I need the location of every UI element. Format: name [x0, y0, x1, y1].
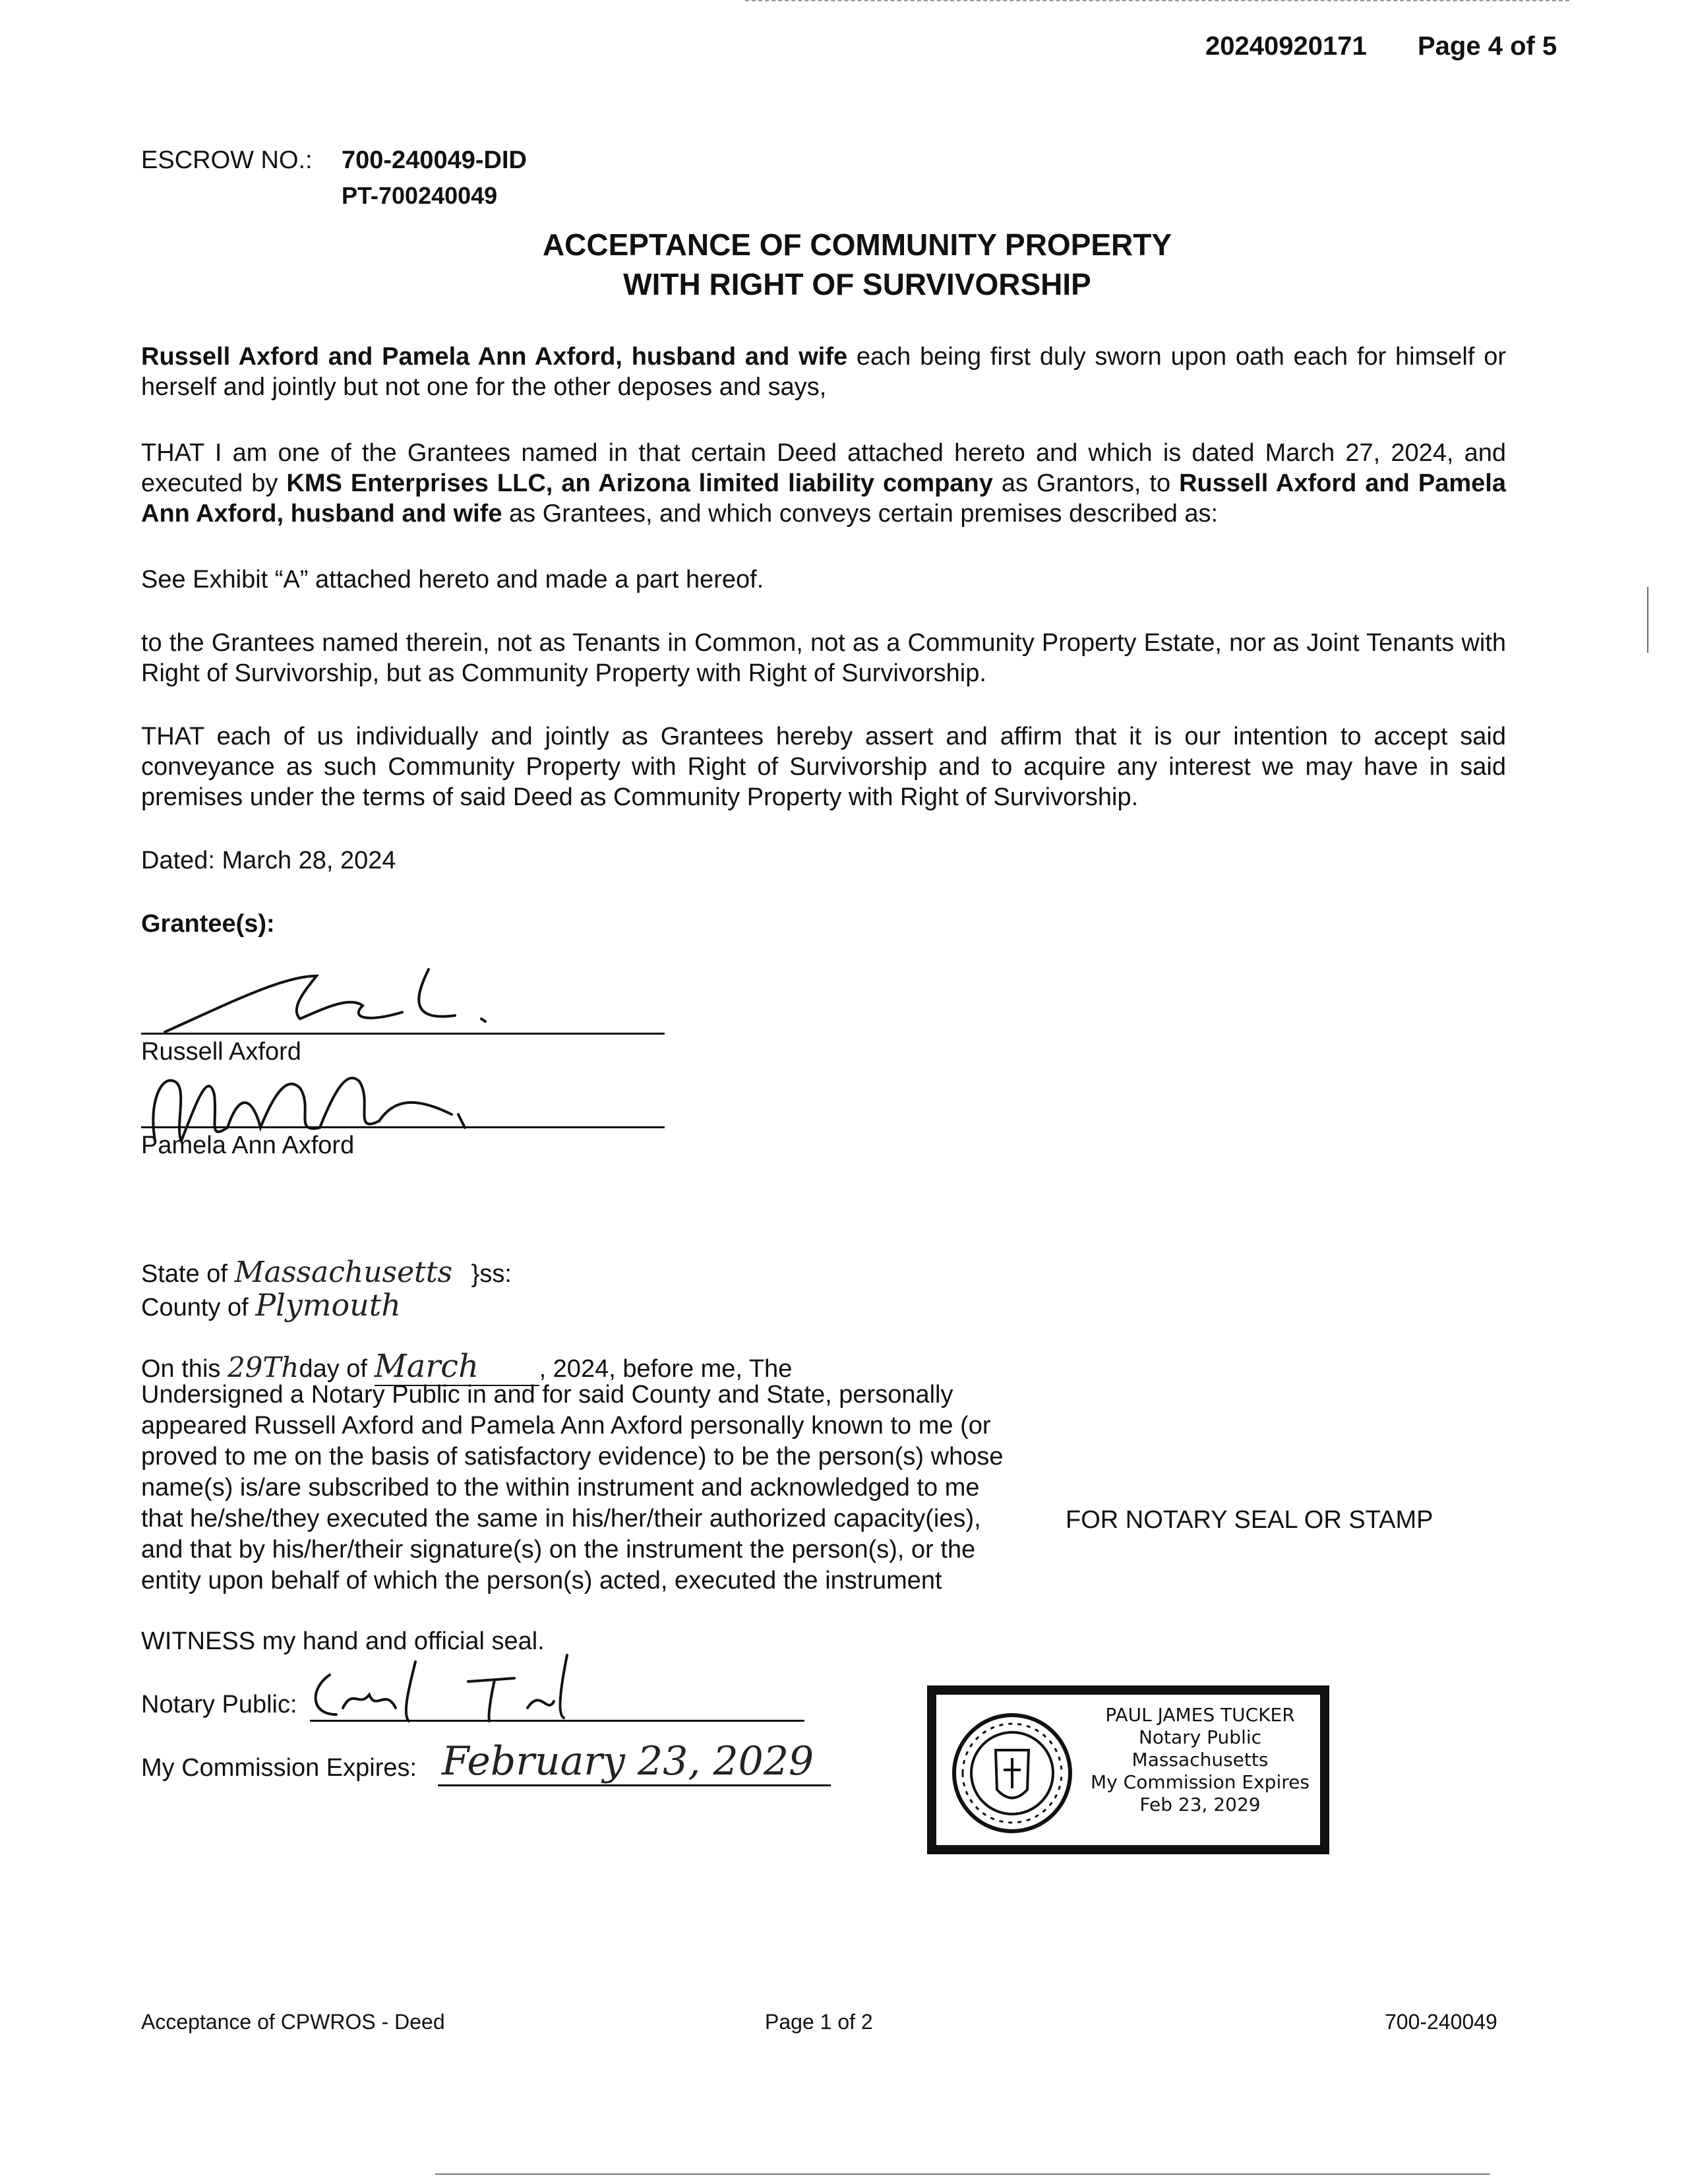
stamp-state: Massachusetts: [1131, 1749, 1269, 1771]
document-number: 20240920171: [1205, 32, 1367, 61]
exhibit-paragraph: See Exhibit “A” attached hereto and made a part hereof.: [141, 566, 764, 593]
deponents-names: Russell Axford and Pamela Ann Axford, husband and wife: [141, 343, 848, 371]
ss-label: }ss:: [471, 1260, 512, 1288]
massachusetts-seal-icon: [950, 1711, 1075, 1836]
stamp-commission-label: My Commission Expires: [1091, 1771, 1310, 1793]
escrow-number: 700-240049-DID: [342, 146, 527, 174]
footer-escrow-number: 700-240049: [1385, 2010, 1497, 2034]
commission-line: [438, 1784, 831, 1786]
footer-document-name: Acceptance of CPWROS - Deed: [141, 2010, 445, 2034]
russell-axford-name: Russell Axford: [141, 1038, 301, 1066]
county-label: County of: [141, 1294, 249, 1321]
right-scan-mark: [1647, 587, 1648, 653]
seal-placeholder-label: FOR NOTARY SEAL OR STAMP: [1066, 1506, 1433, 1534]
state-line: [141, 1256, 512, 1289]
commission-label: My Commission Expires:: [141, 1754, 417, 1782]
stamp-text: [1081, 1704, 1319, 1816]
on-this-label: On this: [141, 1355, 221, 1383]
page-indicator: Page 4 of 5: [1418, 32, 1557, 61]
signature-line-pamela: [141, 1126, 665, 1128]
year-text: , 2024, before me, The: [539, 1355, 793, 1383]
document-title-line2: WITH RIGHT OF SURVIVORSHIP: [623, 267, 1091, 301]
county-handwritten: Plymouth: [255, 1287, 401, 1323]
stamp-notary-name: PAUL JAMES TUCKER: [1105, 1704, 1295, 1726]
affirmation-paragraph: THAT each of us individually and jointly as Grantees hereby assert and affirm that it is our intention to accept said conveyance as such Community Property with Right of Survivorship and to acquire any interest we may have in said premises under the terms of said Deed as Community Property with Right of Survivorship.: [141, 723, 1506, 811]
notary-signature: [303, 1649, 593, 1728]
stamp-title: Notary Public: [1138, 1726, 1262, 1748]
day-handwritten: 29Th: [227, 1351, 299, 1383]
grantees-label: Grantee(s):: [141, 910, 275, 938]
commission-handwritten: February 23, 2029: [442, 1738, 814, 1784]
tenancy-paragraph: to the Grantees named therein, not as Tenants in Common, not as a Community Property Estate, nor as Joint Tenants with Right of Survivorship, but as Community Property with Right of Survivorship.: [141, 629, 1506, 687]
state-handwritten: Massachusetts: [234, 1256, 453, 1289]
top-scan-line: [745, 0, 1569, 1]
footer-page-number: Page 1 of 2: [765, 2010, 873, 2034]
deponents-text: each being first duly sworn upon oath each for himself or herself and jointly but not one for the other deposes and says,: [141, 343, 1506, 401]
stamp-expiration-date: Feb 23, 2029: [1139, 1794, 1261, 1815]
day-of-label: day of: [299, 1355, 367, 1383]
escrow-label: ESCROW NO.:: [141, 146, 313, 174]
grantee-names: Russell Axford and Pamela Ann Axford, husband and wife: [141, 470, 1506, 528]
deed-paragraph: [141, 438, 1506, 529]
document-title-line1: ACCEPTANCE OF COMMUNITY PROPERTY: [542, 228, 1172, 262]
dated-line: Dated: March 28, 2024: [141, 847, 396, 874]
month-handwritten: March: [375, 1348, 539, 1386]
county-line: [141, 1287, 401, 1323]
state-label: State of: [141, 1260, 227, 1288]
notary-signature-line: [310, 1720, 804, 1722]
deed-text-e: as Grantees, and which conveys certain premises described as:: [502, 500, 1219, 528]
deed-text-c: as Grantors, to: [992, 470, 1180, 497]
pt-number: PT-700240049: [342, 182, 498, 209]
deed-text-a: THAT I am one of the Grantees named in that certain Deed attached hereto and which is dated March 27, 2024, and executed by: [141, 439, 1506, 497]
notary-public-label: Notary Public:: [141, 1691, 297, 1718]
bottom-scan-line: [435, 2173, 1490, 2175]
pamela-axford-name: Pamela Ann Axford: [141, 1132, 355, 1159]
notary-acknowledgment-text: Undersigned a Notary Public in and for said County and State, personally appeared Russell Axford and Pamela Ann Axford personally known to me (or proved to me on the basis of satisfactory evidence) to be the person(s) whose name(s) is/are subscribed to the within instrument and acknowledged to me that he/she/they executed the same in his/her/their authorized capacity(ies), and that by his/her/their signature(s) on the instrument the person(s), or the entity upon behalf of which the person(s) acted, executed the instrument: [141, 1381, 1004, 1594]
witness-line: WITNESS my hand and official seal.: [141, 1627, 545, 1655]
notary-stamp: [927, 1685, 1329, 1854]
grantor-name: KMS Enterprises LLC, an Arizona limited liability company: [286, 470, 993, 497]
deponents-paragraph: [141, 342, 1506, 402]
